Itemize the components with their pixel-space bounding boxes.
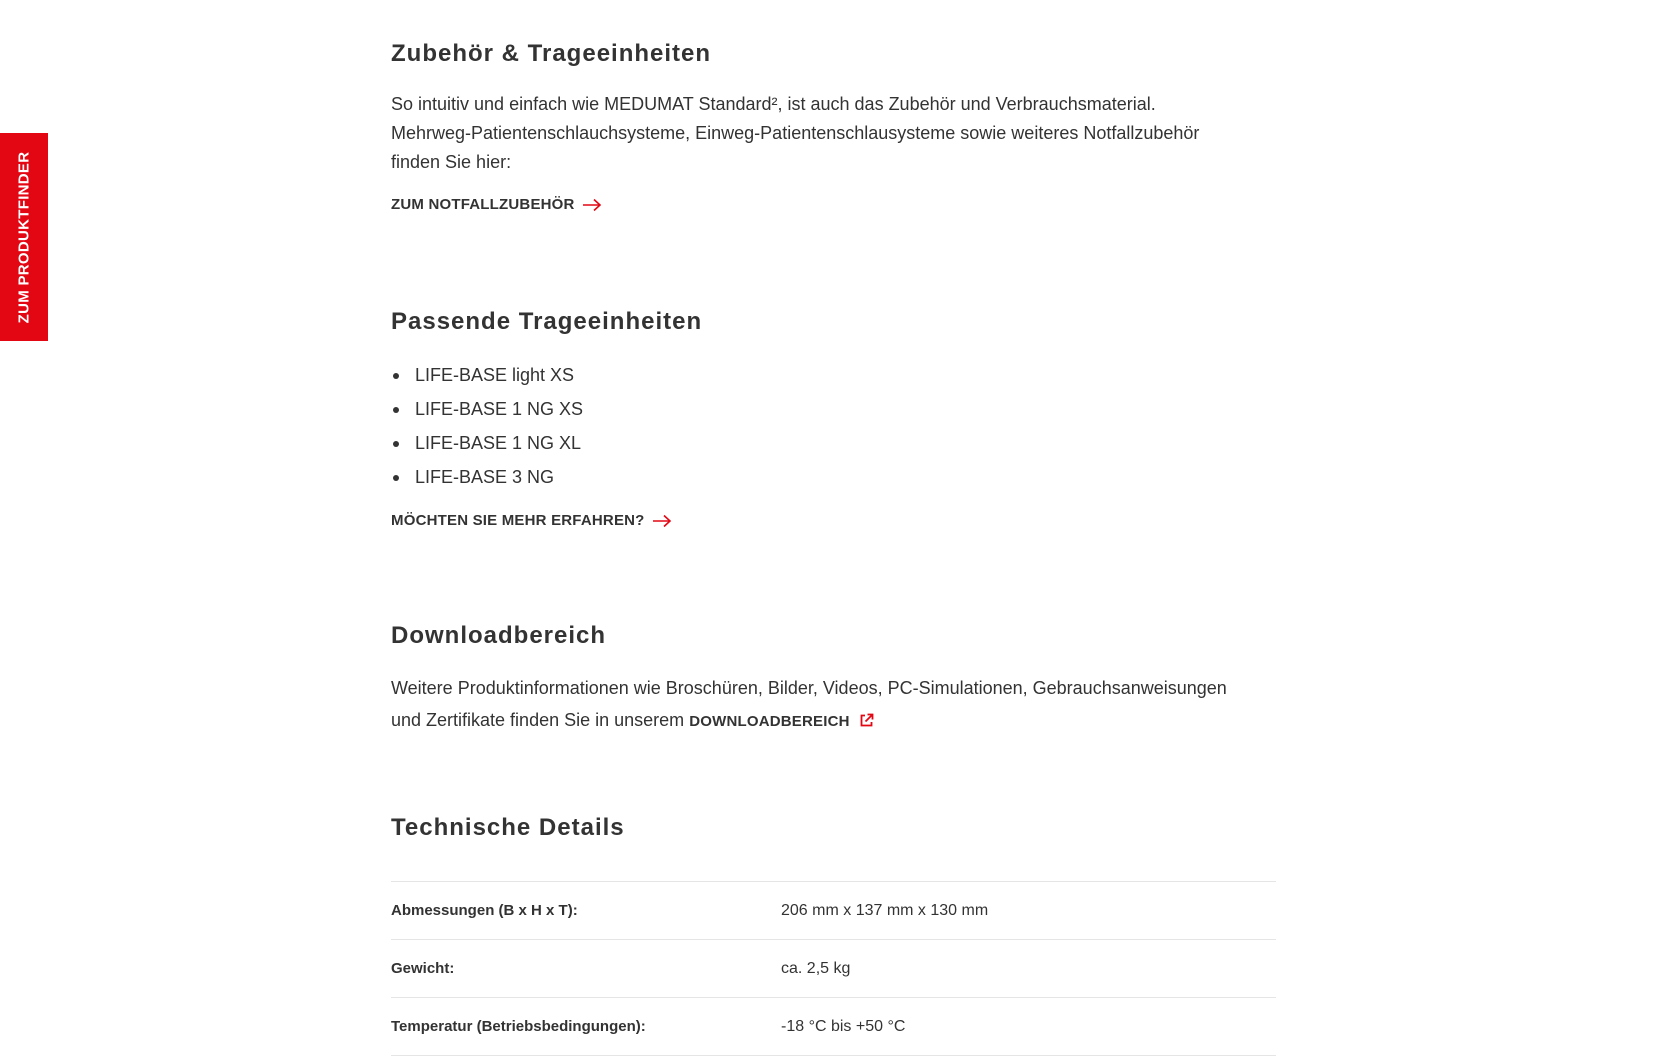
downloads-text-line2 [391,704,1276,738]
carrying-units-list [391,358,1276,494]
tech-details-heading: Technische Details [391,814,625,841]
list-item: LIFE-BASE 1 NG XS [391,392,1276,426]
carrying-units-section [391,310,1276,530]
tech-row-value: -18 °C bis +50 °C [781,1017,906,1035]
table-row [391,940,1276,998]
accessories-section [391,42,1276,214]
tech-details-section [391,816,1276,1056]
tech-row-label: Gewicht: [391,960,455,977]
tech-row-label: Abmessungen (B x H x T): [391,902,578,919]
accessories-text-line2: Mehrweg-Patientenschlauchsysteme, Einweg-Patientenschlausysteme sowie weiteres Notfallzubehör [391,123,1200,143]
carrying-units-heading: Passende Trageeinheiten [391,308,703,335]
table-row [391,882,1276,940]
downloads-heading: Downloadbereich [391,622,607,649]
list-item: LIFE-BASE 1 NG XL [391,426,1276,460]
arrow-right-icon [582,198,602,212]
product-finder-label: ZUM PRODUKTFINDER [15,151,33,323]
arrow-right-icon [652,514,672,528]
emergency-accessories-link[interactable] [391,196,602,213]
downloads-text [391,672,1276,738]
accessories-text [391,90,1276,177]
accessories-text-line3: finden Sie hier: [391,152,512,172]
tech-row-label: Temperatur (Betriebsbedingungen): [391,1018,646,1035]
downloads-text-line2-label: und Zertifikate finden Sie in unserem [391,710,685,730]
downloads-text-line1: Weitere Produktinformationen wie Broschüren, Bilder, Videos, PC-Simulationen, Gebrauchsanweisungen [391,678,1227,698]
list-item: LIFE-BASE light XS [391,358,1276,392]
tech-details-table [391,881,1276,1056]
accessories-heading: Zubehör & Trageeinheiten [391,40,712,67]
list-item: LIFE-BASE 3 NG [391,460,1276,494]
download-area-link-label: DOWNLOADBEREICH [689,713,850,730]
external-link-icon [859,713,874,728]
learn-more-link-label: MÖCHTEN SIE MEHR ERFAHREN? [391,512,645,529]
accessories-text-line1: So intuitiv und einfach wie MEDUMAT Standard², ist auch das Zubehör und Verbrauchsmaterial. [391,94,1156,114]
download-area-link[interactable] [689,713,874,730]
table-row [391,998,1276,1056]
emergency-accessories-link-label: ZUM NOTFALLZUBEHÖR [391,196,575,213]
downloads-section [391,624,1276,738]
tech-row-value: 206 mm x 137 mm x 130 mm [781,901,989,919]
learn-more-link[interactable] [391,512,672,529]
product-finder-tab[interactable] [0,133,48,341]
tech-row-value: ca. 2,5 kg [781,959,851,977]
